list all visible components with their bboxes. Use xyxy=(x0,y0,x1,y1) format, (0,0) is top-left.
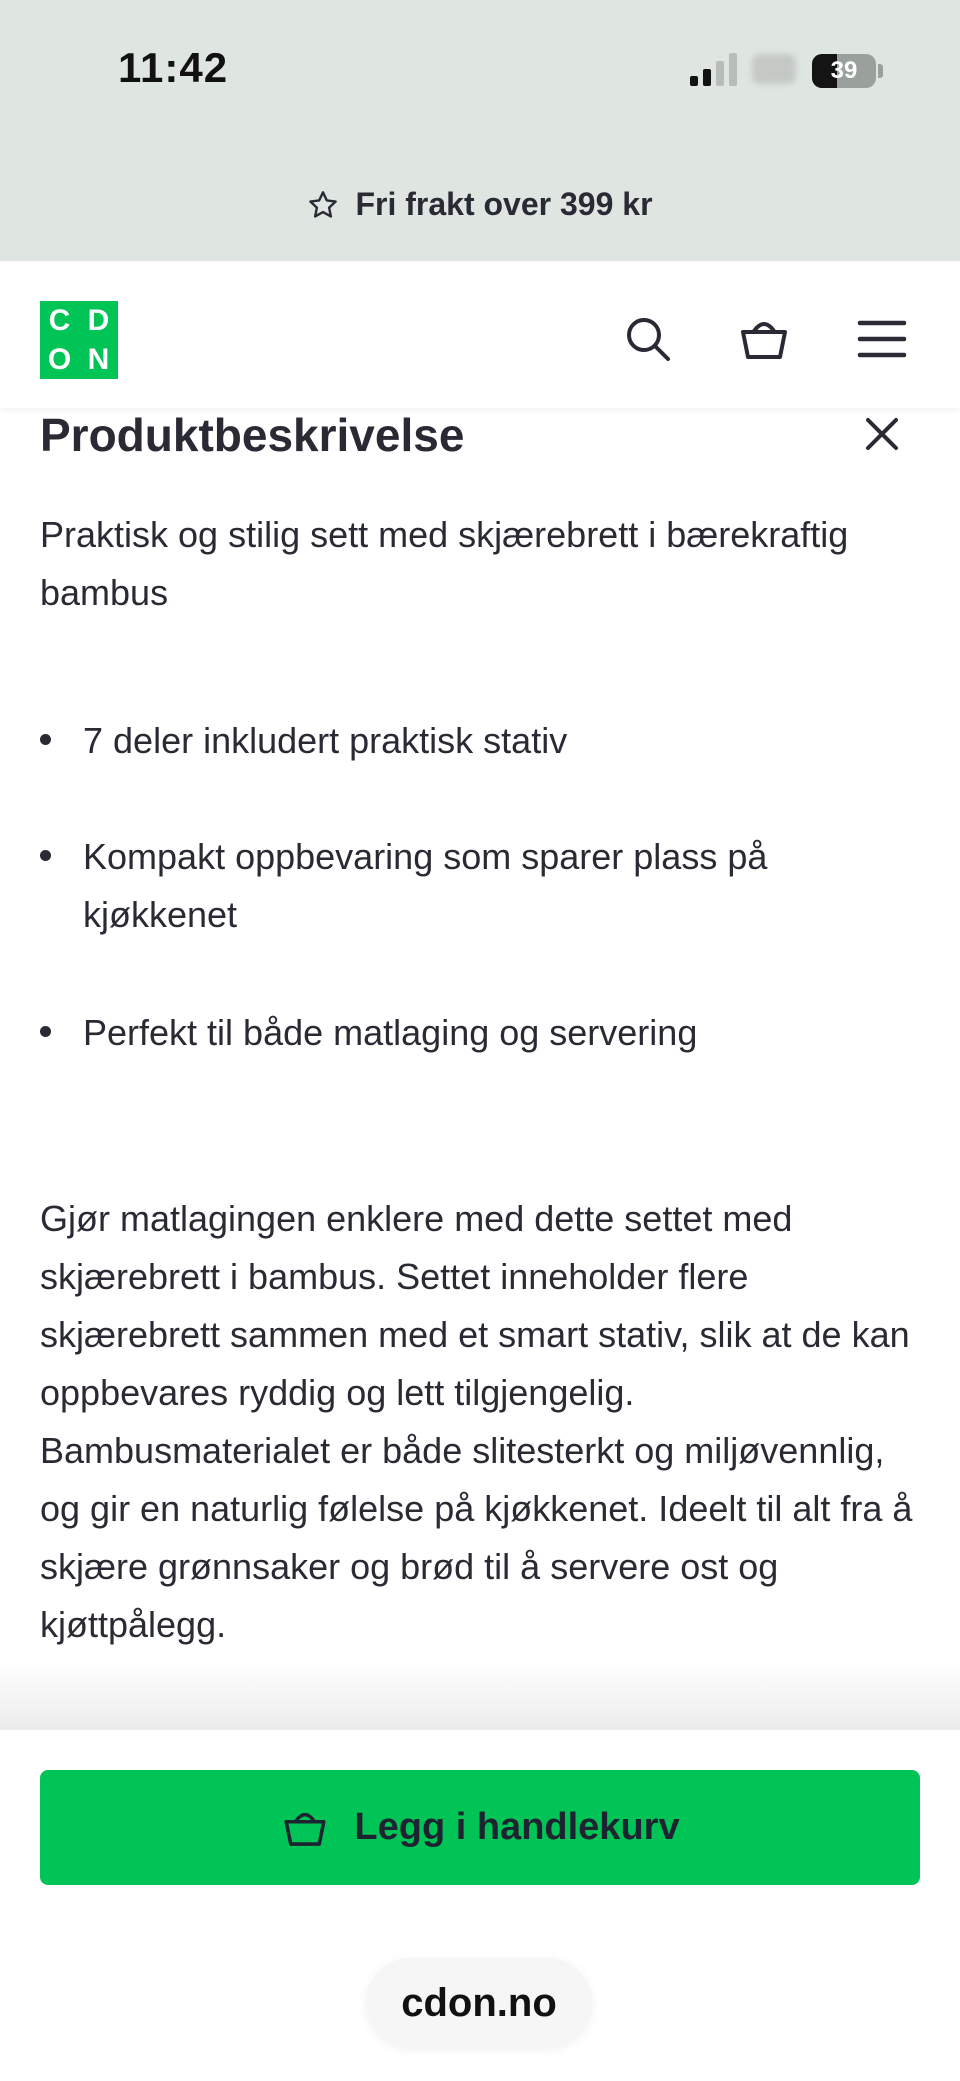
add-to-cart-button[interactable] xyxy=(40,1770,920,1885)
description-body: Gjør matlagingen enklere med dette settet med skjærebrett i bambus. Settet inneholder flere skjærebrett sammen med et smart stativ, slik at de kan oppbevares ryddig og lett tilgjengelig. Bambusmaterialet er både slitesterkt og miljøvennlig, og gir en naturlig følelse på kjøkkenet. Ideelt til alt fra å skjære grønnsaker og brød til å servere ost og kjøttpålegg. xyxy=(40,1198,913,1645)
bottom-action-panel xyxy=(0,1730,960,2081)
bullet-dot xyxy=(40,850,51,861)
description-intro: Praktisk og stilig sett med skjærebrett i bærekraftig bambus xyxy=(40,514,849,613)
search-icon[interactable] xyxy=(620,311,676,367)
status-bar xyxy=(0,0,960,140)
close-icon[interactable] xyxy=(858,410,906,458)
promo-bar xyxy=(0,140,960,261)
carrier-label-blurred xyxy=(752,54,796,84)
list-item-text: 7 deler inkludert praktisk stativ xyxy=(83,720,568,761)
logo-letter: O xyxy=(47,342,72,376)
basket-icon[interactable] xyxy=(736,311,792,367)
site-header xyxy=(0,261,960,408)
logo-letter: N xyxy=(87,342,110,376)
description-title: Produktbeskrivelse xyxy=(40,409,465,461)
bullet-dot xyxy=(40,734,51,745)
browser-address-bar[interactable] xyxy=(366,1958,592,2048)
battery-level: 39 xyxy=(830,57,858,84)
menu-icon[interactable] xyxy=(854,311,910,367)
logo-letter: D xyxy=(87,303,110,337)
signal-icon xyxy=(688,52,740,86)
scroll-fade xyxy=(0,1660,960,1730)
cdon-logo[interactable] xyxy=(40,301,118,379)
url-text: cdon.no xyxy=(401,1980,557,2025)
status-time: 11:42 xyxy=(118,44,229,91)
battery-indicator xyxy=(812,54,876,88)
promo-text: Fri frakt over 399 kr xyxy=(355,186,653,222)
list-item-text: Kompakt oppbevaring som sparer plass på kjøkkenet xyxy=(83,836,768,935)
add-to-cart-label: Legg i handlekurv xyxy=(354,1806,680,1848)
list-item-text: Perfekt til både matlaging og servering xyxy=(83,1012,698,1053)
logo-letter: C xyxy=(48,303,71,337)
star-icon xyxy=(307,189,339,221)
battery-nub xyxy=(878,64,883,78)
basket-icon xyxy=(280,1803,330,1853)
bullet-dot xyxy=(40,1026,51,1037)
